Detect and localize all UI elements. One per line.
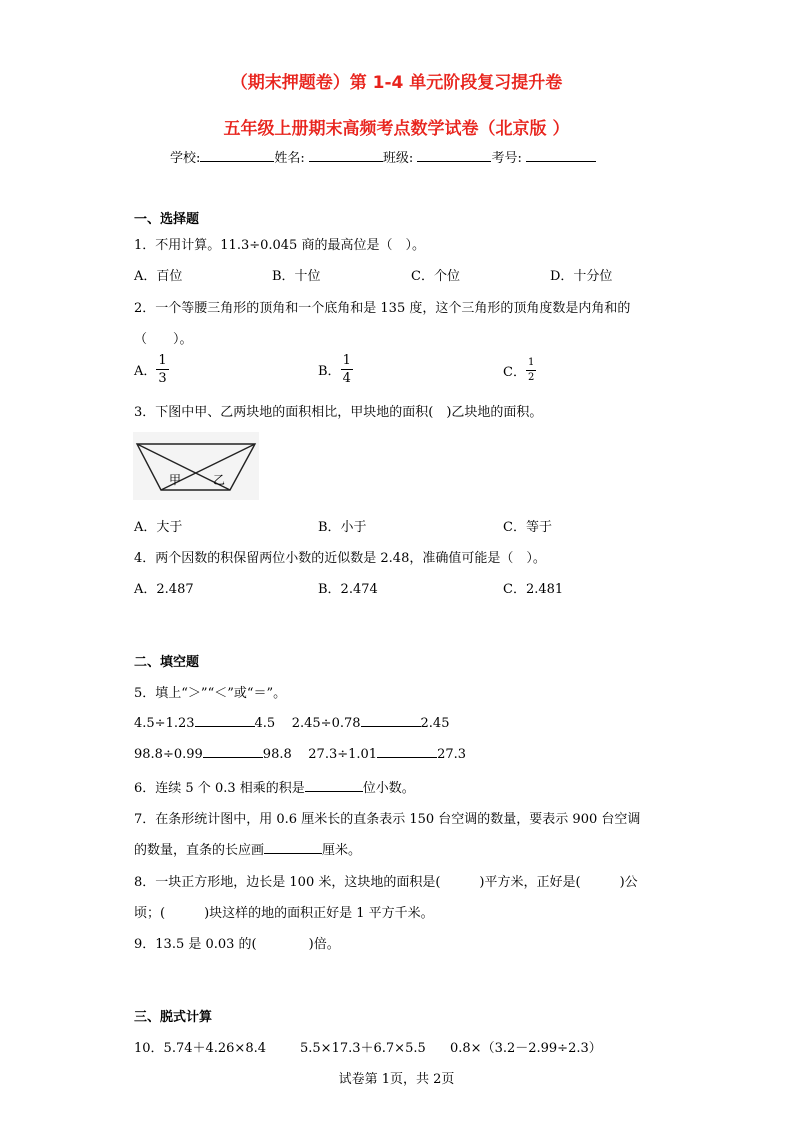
q2-a-fraction (156, 354, 168, 385)
q6-blank[interactable] (305, 779, 363, 792)
q3-label-yi: 乙 (213, 473, 226, 487)
q5-r1-blank-1[interactable] (195, 714, 255, 727)
name-label: 姓名: (274, 151, 305, 166)
q2-line2: （ ）。 (134, 332, 193, 347)
q2-line1: 2．一个等腰三角形的顶角和一个底角和是 135 度，这个三角形的顶角度数是内角和的 (134, 301, 631, 316)
q2-option-b[interactable] (318, 354, 353, 385)
q4-text: 4．两个因数的积保留两位小数的近似数是 2.48，准确值可能是（ ）。 (134, 551, 546, 566)
class-label: 班级: (382, 151, 414, 166)
q2-a-numerator: 1 (158, 353, 167, 368)
exam-no-blank[interactable] (526, 149, 596, 162)
section-fill-title: 二、填空题 (134, 655, 200, 670)
q4-option-b[interactable]: B．2.474 (318, 582, 378, 597)
q2-c-numerator: 1 (526, 358, 536, 371)
exam-title-1: （期末押题卷）第 1-4 单元阶段复习提升卷 (230, 73, 563, 93)
q1-option-a[interactable]: A．百位 (134, 269, 183, 284)
page-footer: 试卷第 1页，共 2页 (338, 1072, 455, 1087)
exam-title-2: 五年级上册期末高频考点数学试卷（北京版 ） (223, 119, 570, 139)
q5-r1-left: 4.5÷1.23 (134, 716, 195, 731)
q5-r2-right-2: 27.3 (437, 747, 467, 762)
info-line (170, 147, 596, 166)
q7-line2-pre: 的数量，直条的长应画 (134, 843, 265, 858)
q5-r1-right: 4.5 (254, 716, 276, 731)
q5-r1-left-2: 2.45÷0.78 (291, 716, 361, 731)
q2-b-fraction (341, 354, 353, 385)
section-choice-title: 一、选择题 (134, 212, 200, 227)
school-label: 学校: (170, 151, 201, 166)
section-calc-title: 三、脱式计算 (134, 1010, 213, 1025)
q2-a-label: A． (134, 364, 157, 379)
q9-text: 9．13.5 是 0.03 的( )倍。 (134, 937, 340, 952)
q1-option-c[interactable]: C．个位 (411, 269, 460, 284)
q5-r2-blank-1[interactable] (203, 745, 263, 758)
q8-line1: 8．一块正方形地，边长是 100 米，这块地的面积是( )平方米，正好是( )公 (134, 875, 638, 890)
q3-option-a[interactable]: A．大于 (134, 520, 183, 535)
q5-r1-right-2: 2.45 (420, 716, 450, 731)
q10-expr-a: 10．5.74＋4.26×8.4 (134, 1041, 266, 1056)
q3-text: 3．下图中甲、乙两块地的面积相比，甲块地的面积( )乙块地的面积。 (134, 405, 543, 420)
q2-c-fraction (526, 358, 536, 383)
q2-b-label: B． (318, 364, 341, 379)
q2-option-a[interactable] (134, 354, 169, 385)
q7-line2 (134, 839, 361, 858)
q5-r2-right: 98.8 (262, 747, 292, 762)
q2-a-denominator: 3 (158, 371, 167, 386)
q1-text: 1．不用计算。11.3÷0.045 商的最高位是（ ）。 (134, 238, 425, 253)
q3-option-b[interactable]: B．小于 (318, 520, 367, 535)
q3-label-jia: 甲 (169, 473, 182, 487)
q1-option-d[interactable]: D．十分位 (550, 269, 613, 284)
q5-row-1 (134, 714, 449, 731)
class-blank[interactable] (417, 149, 491, 162)
q8-line2: 顷；( )块这样的地的面积正好是 1 平方千米。 (134, 906, 434, 921)
q3-trapezoid-figure (133, 432, 259, 500)
q2-c-denominator: 2 (527, 372, 535, 383)
q5-r2-blank-2[interactable] (377, 745, 437, 758)
school-blank[interactable] (200, 149, 274, 162)
exam-no-label: 考号: (491, 151, 522, 166)
q5-r2-left-2: 27.3÷1.01 (308, 747, 378, 762)
q2-b-denominator: 4 (342, 371, 351, 386)
q2-option-c[interactable] (503, 358, 536, 383)
q4-option-a[interactable]: A．2.487 (134, 582, 194, 597)
q6-line (134, 777, 415, 796)
q10-expr-b: 5.5×17.3＋6.7×5.5 (300, 1041, 426, 1056)
name-blank[interactable] (309, 149, 383, 162)
q7-blank[interactable] (264, 841, 322, 854)
q10-expr-c: 0.8×（3.2－2.99÷2.3） (450, 1041, 602, 1056)
q1-option-b[interactable]: B．十位 (272, 269, 321, 284)
q5-r1-blank-2[interactable] (361, 714, 421, 727)
q2-c-label: C． (503, 365, 526, 380)
q5-text: 5．填上“＞”“＜”或“＝”。 (134, 686, 287, 701)
q5-r2-left: 98.8÷0.99 (134, 747, 203, 762)
q6-pre: 6．连续 5 个 0.3 相乘的积是 (134, 781, 305, 796)
q7-line2-post: 厘米。 (322, 843, 362, 858)
q7-line1: 7．在条形统计图中，用 0.6 厘米长的直条表示 150 台空调的数量，要表示 900 台空调 (134, 812, 641, 827)
q5-row-2 (134, 745, 466, 762)
q3-option-c[interactable]: C．等于 (503, 520, 552, 535)
q6-post: 位小数。 (362, 781, 415, 796)
q4-option-c[interactable]: C．2.481 (503, 582, 564, 597)
q2-b-numerator: 1 (342, 353, 351, 368)
